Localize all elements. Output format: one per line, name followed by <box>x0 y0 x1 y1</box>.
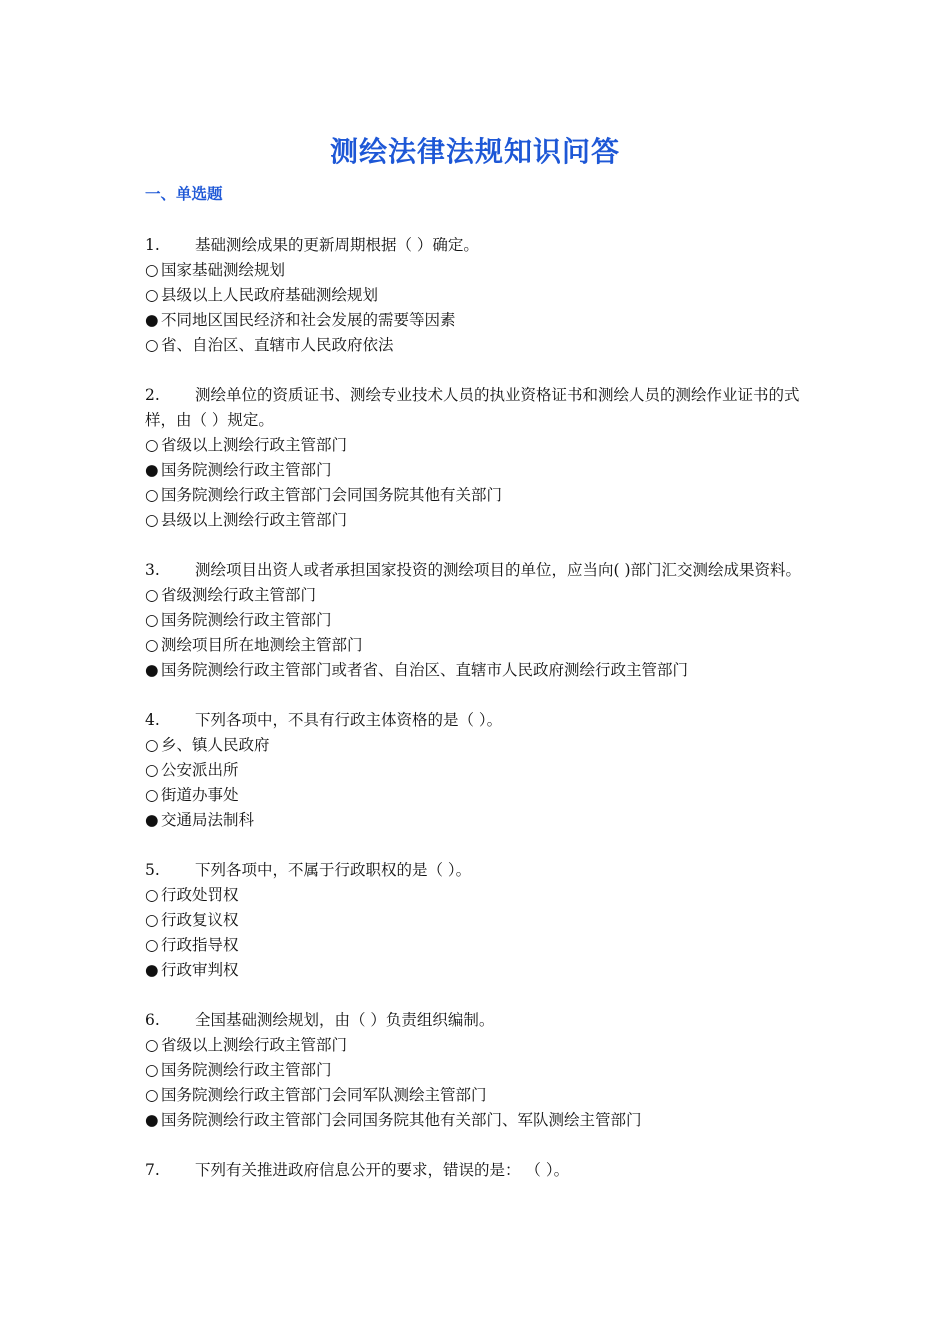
option[interactable] <box>145 883 825 908</box>
question-stem <box>145 858 825 883</box>
question-item <box>145 558 825 683</box>
option-selected[interactable] <box>145 658 825 683</box>
option-label: 行政指导权 <box>161 936 239 954</box>
radio-empty-icon[interactable]: ○ <box>145 586 159 604</box>
radio-filled-icon[interactable]: ● <box>145 661 159 679</box>
question-stem <box>145 558 825 583</box>
question-number: 4. <box>145 711 160 729</box>
question-number: 1. <box>145 236 160 254</box>
option[interactable] <box>145 583 825 608</box>
option-label: 公安派出所 <box>161 761 239 779</box>
option-label: 街道办事处 <box>161 786 239 804</box>
radio-filled-icon[interactable]: ● <box>145 1111 159 1129</box>
option-label: 行政审判权 <box>161 961 239 979</box>
question-text: 全国基础测绘规划，由（ ）负责组织编制。 <box>195 1011 495 1029</box>
radio-empty-icon[interactable]: ○ <box>145 511 159 529</box>
option[interactable] <box>145 483 825 508</box>
question-stem <box>145 233 825 258</box>
option[interactable] <box>145 758 825 783</box>
radio-empty-icon[interactable]: ○ <box>145 886 159 904</box>
option-selected[interactable] <box>145 458 825 483</box>
question-stem <box>145 1158 825 1183</box>
radio-empty-icon[interactable]: ○ <box>145 611 159 629</box>
option[interactable] <box>145 783 825 808</box>
question-item <box>145 1158 825 1183</box>
option-label: 行政复议权 <box>161 911 239 929</box>
radio-filled-icon[interactable]: ● <box>145 811 159 829</box>
question-item <box>145 858 825 983</box>
radio-empty-icon[interactable]: ○ <box>145 936 159 954</box>
option[interactable] <box>145 933 825 958</box>
question-stem <box>145 1008 825 1033</box>
question-number: 6. <box>145 1011 160 1029</box>
radio-empty-icon[interactable]: ○ <box>145 736 159 754</box>
option-label: 国务院测绘行政主管部门或者省、自治区、直辖市人民政府测绘行政主管部门 <box>161 661 689 679</box>
question-text: 下列各项中，不属于行政职权的是（ ）。 <box>195 861 472 879</box>
question-stem <box>145 383 825 433</box>
option-label: 国家基础测绘规划 <box>161 261 286 279</box>
question-text: 下列各项中，不具有行政主体资格的是（ ）。 <box>195 711 503 729</box>
option-label: 县级以上测绘行政主管部门 <box>161 511 348 529</box>
option[interactable] <box>145 633 825 658</box>
radio-empty-icon[interactable]: ○ <box>145 436 159 454</box>
option[interactable] <box>145 608 825 633</box>
radio-empty-icon[interactable]: ○ <box>145 761 159 779</box>
radio-filled-icon[interactable]: ● <box>145 461 159 479</box>
option-label: 省、自治区、直辖市人民政府依法 <box>161 336 394 354</box>
section-heading: 一、单选题 <box>145 185 223 203</box>
question-number: 3. <box>145 561 160 579</box>
option[interactable] <box>145 433 825 458</box>
question-number: 5. <box>145 861 160 879</box>
question-text: 基础测绘成果的更新周期根据（ ）确定。 <box>195 236 479 254</box>
option[interactable] <box>145 508 825 533</box>
option-label: 国务院测绘行政主管部门 <box>161 1061 332 1079</box>
option[interactable] <box>145 733 825 758</box>
question-item <box>145 708 825 833</box>
option-selected[interactable] <box>145 308 825 333</box>
option[interactable] <box>145 258 825 283</box>
question-item <box>145 383 825 533</box>
option-label: 省级测绘行政主管部门 <box>161 586 317 604</box>
question-text: 测绘单位的资质证书、测绘专业技术人员的执业资格证书和测绘人员的测绘作业证书的式样，由（ ）规定。 <box>145 386 800 429</box>
radio-empty-icon[interactable]: ○ <box>145 786 159 804</box>
question-list <box>145 233 825 1208</box>
option-label: 国务院测绘行政主管部门会同国务院其他有关部门 <box>161 486 503 504</box>
radio-empty-icon[interactable]: ○ <box>145 911 159 929</box>
option[interactable] <box>145 908 825 933</box>
option-selected[interactable] <box>145 958 825 983</box>
option-label: 交通局法制科 <box>161 811 255 829</box>
option[interactable] <box>145 1033 825 1058</box>
radio-filled-icon[interactable]: ● <box>145 311 159 329</box>
question-text: 测绘项目出资人或者承担国家投资的测绘项目的单位，应当向( )部门汇交测绘成果资料。 <box>195 561 802 579</box>
radio-empty-icon[interactable]: ○ <box>145 286 159 304</box>
option-label: 不同地区国民经济和社会发展的需要等因素 <box>161 311 456 329</box>
option[interactable] <box>145 283 825 308</box>
radio-empty-icon[interactable]: ○ <box>145 1061 159 1079</box>
radio-empty-icon[interactable]: ○ <box>145 1036 159 1054</box>
radio-empty-icon[interactable]: ○ <box>145 336 159 354</box>
document-title: 测绘法律法规知识问答 <box>329 135 620 168</box>
option-label: 国务院测绘行政主管部门 <box>161 611 332 629</box>
option-label: 测绘项目所在地测绘主管部门 <box>161 636 363 654</box>
option[interactable] <box>145 333 825 358</box>
option-label: 国务院测绘行政主管部门 <box>161 461 332 479</box>
option-label: 行政处罚权 <box>161 886 239 904</box>
option-selected[interactable] <box>145 808 825 833</box>
radio-empty-icon[interactable]: ○ <box>145 1086 159 1104</box>
option[interactable] <box>145 1058 825 1083</box>
option-label: 省级以上测绘行政主管部门 <box>161 436 348 454</box>
option-label: 省级以上测绘行政主管部门 <box>161 1036 348 1054</box>
option-label: 县级以上人民政府基础测绘规划 <box>161 286 379 304</box>
option-label: 国务院测绘行政主管部门会同国务院其他有关部门、军队测绘主管部门 <box>161 1111 642 1129</box>
option-label: 乡、镇人民政府 <box>161 736 270 754</box>
radio-empty-icon[interactable]: ○ <box>145 486 159 504</box>
option-selected[interactable] <box>145 1108 825 1133</box>
radio-empty-icon[interactable]: ○ <box>145 636 159 654</box>
question-text: 下列有关推进政府信息公开的要求，错误的是： （ ）。 <box>195 1161 570 1179</box>
option[interactable] <box>145 1083 825 1108</box>
question-stem <box>145 708 825 733</box>
question-item <box>145 1008 825 1133</box>
question-number: 2. <box>145 386 160 404</box>
question-item <box>145 233 825 358</box>
question-number: 7. <box>145 1161 160 1179</box>
radio-empty-icon[interactable]: ○ <box>145 261 159 279</box>
radio-filled-icon[interactable]: ● <box>145 961 159 979</box>
option-label: 国务院测绘行政主管部门会同军队测绘主管部门 <box>161 1086 487 1104</box>
